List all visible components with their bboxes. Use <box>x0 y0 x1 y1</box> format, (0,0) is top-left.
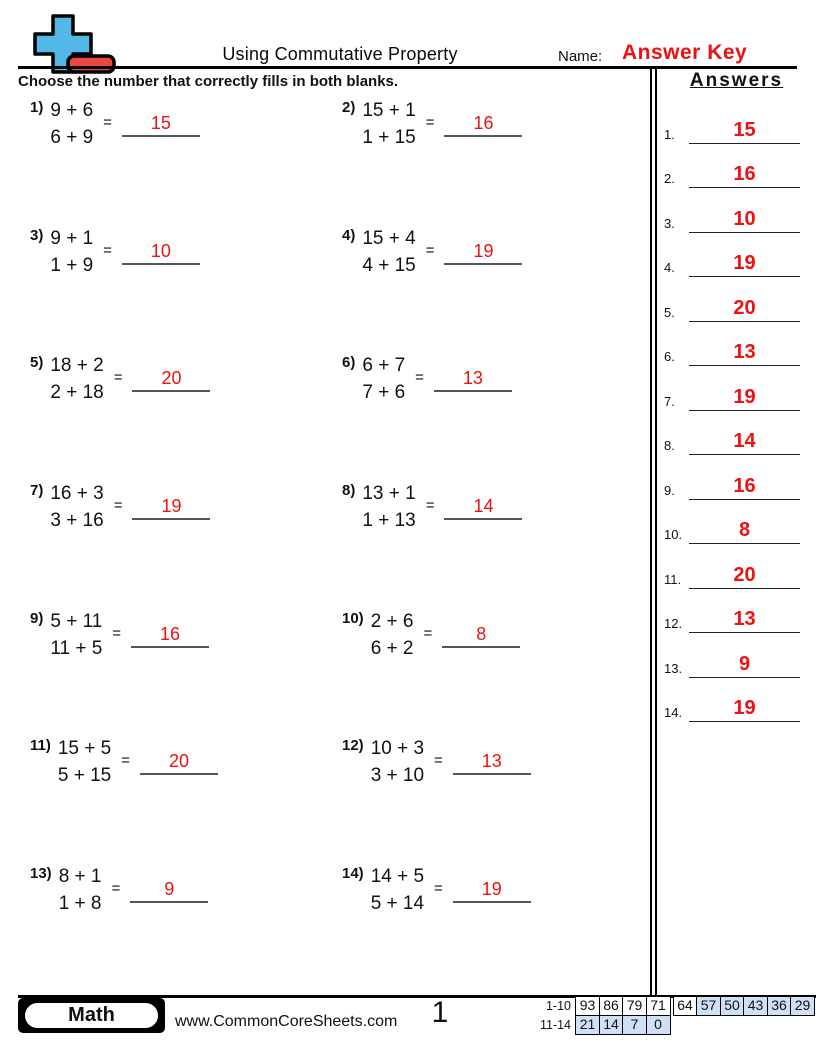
problem-12 <box>334 735 650 863</box>
expression-line2: 1 + 9 <box>50 254 94 276</box>
answer-row-value: 8 <box>738 519 751 541</box>
score-cell: 86 <box>599 996 624 1016</box>
answer-row-value: 13 <box>733 341 756 363</box>
equals-sign: = <box>425 241 435 259</box>
score-cell: 7 <box>622 1015 647 1035</box>
answers-list <box>657 99 816 722</box>
answer-row-7 <box>657 366 816 411</box>
equals-sign: = <box>103 114 112 131</box>
problem-expressions <box>362 352 405 406</box>
answer-row-value: 15 <box>733 118 756 141</box>
expression-line1: 10 + 3 <box>370 738 425 760</box>
problem-number: 8) <box>342 482 356 500</box>
equals-sign: = <box>434 880 443 898</box>
answer-row-value: 16 <box>733 163 756 185</box>
expression-line2: 1 + 13 <box>362 510 416 532</box>
expression-line2: 3 + 10 <box>370 765 425 787</box>
expression-line1: 16 + 3 <box>50 483 104 505</box>
problem-expressions <box>362 480 415 534</box>
answer-blank <box>132 486 210 520</box>
answer-row-1 <box>657 99 816 144</box>
answer-blank <box>140 741 218 775</box>
answer-value: 15 <box>150 113 171 133</box>
problem-8 <box>334 480 650 608</box>
score-cell: 93 <box>575 996 600 1016</box>
score-cell: 36 <box>767 996 792 1016</box>
expression-line1: 9 + 6 <box>50 100 94 121</box>
answer-value: 19 <box>481 879 502 900</box>
answer-row-blank <box>689 298 800 322</box>
answer-row-value: 20 <box>733 296 756 319</box>
score-cell: 79 <box>622 996 647 1016</box>
problem-expressions <box>371 863 424 917</box>
answer-row-13 <box>657 633 816 678</box>
answers-panel-title: Answers <box>689 70 784 91</box>
answer-blank <box>453 741 531 775</box>
answer-blank <box>444 231 522 265</box>
answer-blank <box>131 614 209 648</box>
answer-row-2 <box>657 144 816 189</box>
answers-panel <box>657 70 816 722</box>
problem-4 <box>334 225 650 353</box>
answer-row-label: 10. <box>664 527 683 542</box>
equals-sign: = <box>434 752 443 770</box>
score-cell: 21 <box>575 1015 600 1035</box>
score-table <box>538 996 815 1035</box>
problem-number: 1) <box>30 99 44 116</box>
expression-line1: 15 + 1 <box>362 100 416 121</box>
answer-blank <box>130 869 208 903</box>
answers-column-divider <box>650 69 657 995</box>
answer-row-label: 13. <box>664 660 683 676</box>
problem-5 <box>18 352 334 480</box>
equals-sign: = <box>112 624 122 642</box>
answer-row-label: 14. <box>664 705 683 720</box>
problem-2 <box>334 97 650 225</box>
problem-number: 2) <box>342 99 356 116</box>
answer-value: 16 <box>473 113 494 133</box>
answer-row-4 <box>657 233 816 278</box>
answer-row-label: 1. <box>664 126 675 142</box>
problem-number: 3) <box>30 226 44 244</box>
answer-row-label: 12. <box>664 616 683 631</box>
expression-line1: 8 + 1 <box>58 866 102 888</box>
problem-number: 10) <box>342 609 364 627</box>
expression-line2: 6 + 2 <box>370 637 414 659</box>
answer-row-11 <box>657 544 816 589</box>
answer-row-value: 19 <box>733 252 756 274</box>
expression-line1: 2 + 6 <box>370 610 414 632</box>
score-cell: 50 <box>720 996 745 1016</box>
problem-number: 9) <box>30 609 44 627</box>
expression-line2: 5 + 14 <box>370 893 425 915</box>
problem-expressions <box>371 735 424 789</box>
answer-blank <box>442 614 520 648</box>
answer-row-blank <box>689 431 800 455</box>
answer-row-value: 19 <box>733 697 756 719</box>
answer-row-6 <box>657 322 816 367</box>
expression-line2: 6 + 9 <box>50 127 94 148</box>
answer-row-value: 9 <box>738 652 751 675</box>
problem-expressions <box>371 608 414 662</box>
answer-row-label: 8. <box>664 438 675 453</box>
answer-value: 9 <box>164 879 175 900</box>
expression-line1: 13 + 1 <box>362 483 416 505</box>
answer-row-blank <box>689 387 800 411</box>
expression-line2: 1 + 8 <box>58 893 102 915</box>
answer-row-blank <box>689 520 800 544</box>
problem-number: 7) <box>30 482 44 500</box>
answer-value: 13 <box>481 751 502 772</box>
answer-row-label: 9. <box>664 482 675 498</box>
answer-key-name-value: Answer Key <box>622 41 748 64</box>
instruction-text: Choose the number that correctly fills in both blanks. <box>18 73 399 90</box>
answer-row-value: 10 <box>733 207 756 230</box>
problem-11 <box>18 735 334 863</box>
answer-row-blank <box>689 209 800 233</box>
expression-line1: 15 + 5 <box>57 738 112 760</box>
answer-blank <box>122 103 200 137</box>
problem-expressions <box>50 225 93 279</box>
expression-line2: 2 + 18 <box>50 382 104 404</box>
answer-row-8 <box>657 411 816 456</box>
answer-blank <box>434 358 512 392</box>
expression-line2: 1 + 15 <box>362 127 416 148</box>
expression-line2: 3 + 16 <box>50 510 104 532</box>
expression-line1: 14 + 5 <box>370 866 425 888</box>
answer-value: 19 <box>473 240 494 261</box>
page-number: 1 <box>431 996 449 1029</box>
equals-sign: = <box>121 752 130 770</box>
equals-sign: = <box>415 369 424 387</box>
answer-value: 20 <box>161 368 182 389</box>
answer-row-14 <box>657 678 816 723</box>
score-cell: 64 <box>673 996 698 1016</box>
answer-blank <box>444 486 522 520</box>
answer-blank <box>444 103 522 137</box>
score-row-label: 11-14 <box>539 1017 571 1032</box>
answer-value: 14 <box>473 496 494 517</box>
answer-row-label: 2. <box>664 171 675 186</box>
math-badge-label: Math <box>23 1001 160 1030</box>
answer-blank <box>453 869 531 903</box>
problem-expressions <box>50 480 103 534</box>
expression-line1: 9 + 1 <box>50 227 94 249</box>
answer-row-value: 14 <box>733 430 756 452</box>
problem-expressions <box>50 352 103 406</box>
equals-sign: = <box>425 114 435 131</box>
answer-row-blank <box>689 654 800 678</box>
expression-line1: 6 + 7 <box>362 355 406 377</box>
score-cell: 14 <box>599 1015 624 1035</box>
expression-line1: 5 + 11 <box>50 610 103 632</box>
problem-10 <box>334 608 650 736</box>
problems-grid <box>18 97 650 991</box>
expression-line2: 7 + 6 <box>362 382 406 404</box>
problem-14 <box>334 863 650 991</box>
expression-line2: 4 + 15 <box>362 254 416 276</box>
problem-number: 14) <box>342 865 364 883</box>
answer-blank <box>132 358 210 392</box>
problem-1 <box>18 97 334 225</box>
equals-sign: = <box>423 624 433 642</box>
answer-row-blank <box>689 120 800 144</box>
answer-row-label: 5. <box>664 304 675 320</box>
answer-row-label: 11. <box>664 571 682 587</box>
score-cell: 0 <box>646 1015 671 1035</box>
answer-row-9 <box>657 455 816 500</box>
equals-sign: = <box>103 241 112 259</box>
answer-row-value: 16 <box>733 474 756 497</box>
problem-expressions <box>50 97 93 151</box>
expression-line1: 18 + 2 <box>50 355 104 377</box>
score-cell: 29 <box>790 996 815 1016</box>
page-title: Using Commutative Property <box>222 44 458 64</box>
score-row-2 <box>538 1015 815 1035</box>
answer-row-label: 7. <box>664 393 675 409</box>
answer-row-blank <box>689 476 800 500</box>
answer-row-5 <box>657 277 816 322</box>
header-divider <box>18 66 797 69</box>
equals-sign: = <box>425 497 435 515</box>
problem-number: 5) <box>30 354 44 372</box>
expression-line1: 15 + 4 <box>362 227 416 249</box>
problem-expressions <box>362 225 415 279</box>
answer-row-label: 6. <box>664 349 675 364</box>
problem-7 <box>18 480 334 608</box>
answer-row-blank <box>689 342 800 366</box>
score-row-1 <box>538 996 815 1016</box>
website-url: www.CommonCoreSheets.com <box>175 1013 398 1030</box>
answer-row-value: 19 <box>733 385 756 408</box>
name-label: Name: <box>558 48 603 65</box>
problem-expressions <box>50 608 102 662</box>
answer-value: 8 <box>476 623 487 644</box>
score-cell: 71 <box>646 996 671 1016</box>
answer-value: 20 <box>168 751 189 772</box>
problem-9 <box>18 608 334 736</box>
answer-row-3 <box>657 188 816 233</box>
answer-value: 19 <box>161 496 182 517</box>
answer-row-12 <box>657 589 816 634</box>
problem-number: 12) <box>342 737 364 755</box>
problem-3 <box>18 225 334 353</box>
answer-value: 13 <box>462 368 483 389</box>
expression-line2: 11 + 5 <box>50 637 103 659</box>
equals-sign: = <box>113 369 123 387</box>
answer-row-label: 3. <box>664 215 675 231</box>
problem-6 <box>334 352 650 480</box>
problem-number: 6) <box>342 354 356 372</box>
problem-number: 11) <box>30 737 51 755</box>
answer-row-blank <box>689 164 800 188</box>
answer-row-blank <box>689 565 800 589</box>
answer-row-10 <box>657 500 816 545</box>
problem-expressions <box>362 97 415 151</box>
problem-number: 4) <box>342 226 356 244</box>
answer-blank <box>122 231 200 265</box>
score-cell: 57 <box>696 996 721 1016</box>
answer-row-blank <box>689 698 800 722</box>
answer-row-blank <box>689 609 800 633</box>
problem-13 <box>18 863 334 991</box>
answer-row-blank <box>689 253 800 277</box>
math-badge <box>18 998 165 1033</box>
answer-row-value: 13 <box>733 608 756 630</box>
answer-row-value: 20 <box>733 563 756 586</box>
answer-row-label: 4. <box>664 260 675 275</box>
equals-sign: = <box>111 880 121 898</box>
problem-number: 13) <box>30 865 52 883</box>
problem-expressions <box>58 735 111 789</box>
answer-value: 16 <box>160 623 181 644</box>
equals-sign: = <box>113 497 123 515</box>
expression-line2: 5 + 15 <box>57 765 112 787</box>
answer-value: 10 <box>150 240 171 261</box>
problem-expressions <box>59 863 102 917</box>
score-cell: 43 <box>743 996 768 1016</box>
score-row-label: 1-10 <box>545 999 571 1013</box>
